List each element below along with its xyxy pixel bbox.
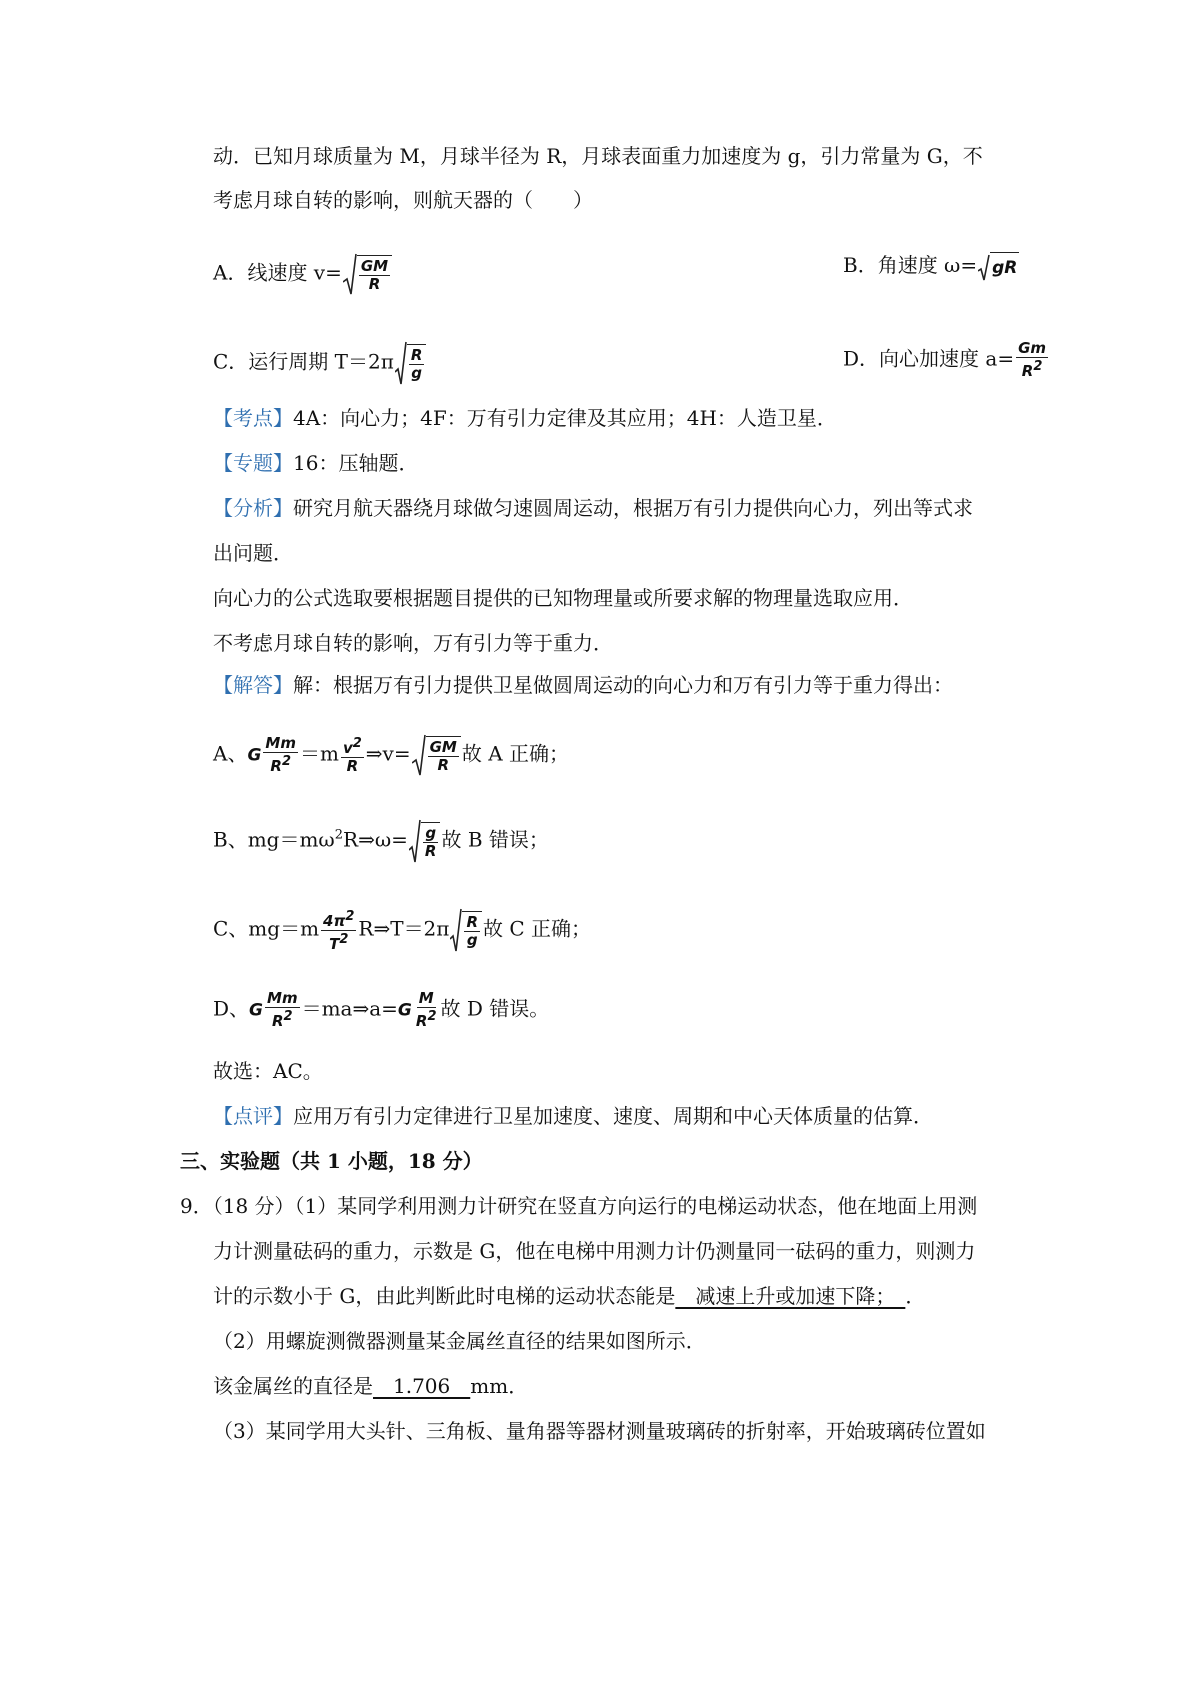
q9-line4: （2）用螺旋测微器测量某金属丝直径的结果如图所示． [213, 1329, 706, 1353]
q9-line1: 9．（18 分）（1）某同学利用测力计研究在竖直方向运行的电梯运动状态，他在地面上用测 [180, 1194, 978, 1218]
frac-Gm-over-R2: $\frac{Gm}{R^2}$ [1018, 339, 1047, 380]
solution-b: B、$mg=m\omega^2R\Rightarrow\omega=$ $\frac{g}{R}$ 故 B 错误； [213, 818, 549, 864]
option-a: A．线速度 v= $\frac{GM}{R}$ B．角速度 ω= gR [213, 252, 393, 296]
option-c: C．运行周期 T＝2π $\frac{R}{g}$ D．向心加速度 a= $\frac{Gm}{R^2}$ [213, 340, 427, 386]
fenxi-line4: 不考虑月球自转的影响，万有引力等于重力． [213, 631, 613, 655]
zhuanti: 【专题】16：压轴题． [213, 451, 419, 475]
fenxi: 【分析】研究月航天器绕月球做匀速圆周运动，根据万有引力提供向心力，列出等式求 [213, 496, 973, 520]
solution-c: C、mg＝m $\frac{4\pi^2}{T^2}$ R⇒T＝2π $\frac{R}{g}$ 故 C 正确； [213, 908, 592, 953]
q9-line6: （3）某同学用大头针、三角板、量角器等器材测量玻璃砖的折射率，开始玻璃砖位置如 [213, 1419, 986, 1443]
option-b: B．角速度 ω= gR [843, 252, 1020, 281]
kaodian: 【考点】4A：向心力；4F：万有引力定律及其应用；4H：人造卫星． [213, 406, 837, 430]
q9-line3: 计的示数小于 G，由此判断此时电梯的运动状态能是 减速上升或加速下降； ． [213, 1284, 926, 1308]
q9-line2: 力计测量砝码的重力，示数是 G，他在电梯中用测力计仍测量同一砝码的重力，则测力 [213, 1239, 976, 1263]
answer: 故选：AC。 [213, 1059, 323, 1083]
q8-stem-line1: 动．已知月球质量为 M，月球半径为 R，月球表面重力加速度为 g，引力常量为 G，不 [213, 144, 983, 168]
solution-d: D、G $\frac{Mm}{R^2}$ ＝ma⇒a=G $\frac{M}{R^2}$ 故 D 错误。 [213, 989, 550, 1030]
answer-blank-2: 1.706 [373, 1374, 471, 1398]
jieda: 【解答】解：根据万有引力提供卫星做圆周运动的向心力和万有引力等于重力得出： [213, 673, 953, 697]
option-d: D．向心加速度 a= $\frac{Gm}{R^2}$ [843, 339, 1047, 380]
answer-blank-1: 减速上升或加速下降； [675, 1284, 906, 1308]
sqrt-GM-over-R: $\frac{GM}{R}$ [343, 252, 392, 296]
sqrt-R-over-g: $\frac{R}{g}$ [395, 340, 427, 386]
solution-a: A、G $\frac{Mm}{R^2}$ ＝m $\frac{v^2}{R}$ ⇒v= $\frac{GM}{R}$ 故 A 正确； [213, 734, 570, 775]
fenxi-line3: 向心力的公式选取要根据题目提供的已知物理量或所要求解的物理量选取应用． [213, 586, 913, 610]
section-title: 三、实验题（共 1 小题，18 分） [180, 1149, 483, 1173]
dianping: 【点评】应用万有引力定律进行卫星加速度、速度、周期和中心天体质量的估算． [213, 1104, 933, 1128]
sqrt-gR: gR [978, 252, 1019, 281]
q9-line5: 该金属丝的直径是 1.706 mm． [213, 1374, 529, 1398]
q8-stem-line2: 考虑月球自转的影响，则航天器的（ ） [213, 188, 593, 212]
fenxi-line2: 出问题． [213, 541, 293, 565]
